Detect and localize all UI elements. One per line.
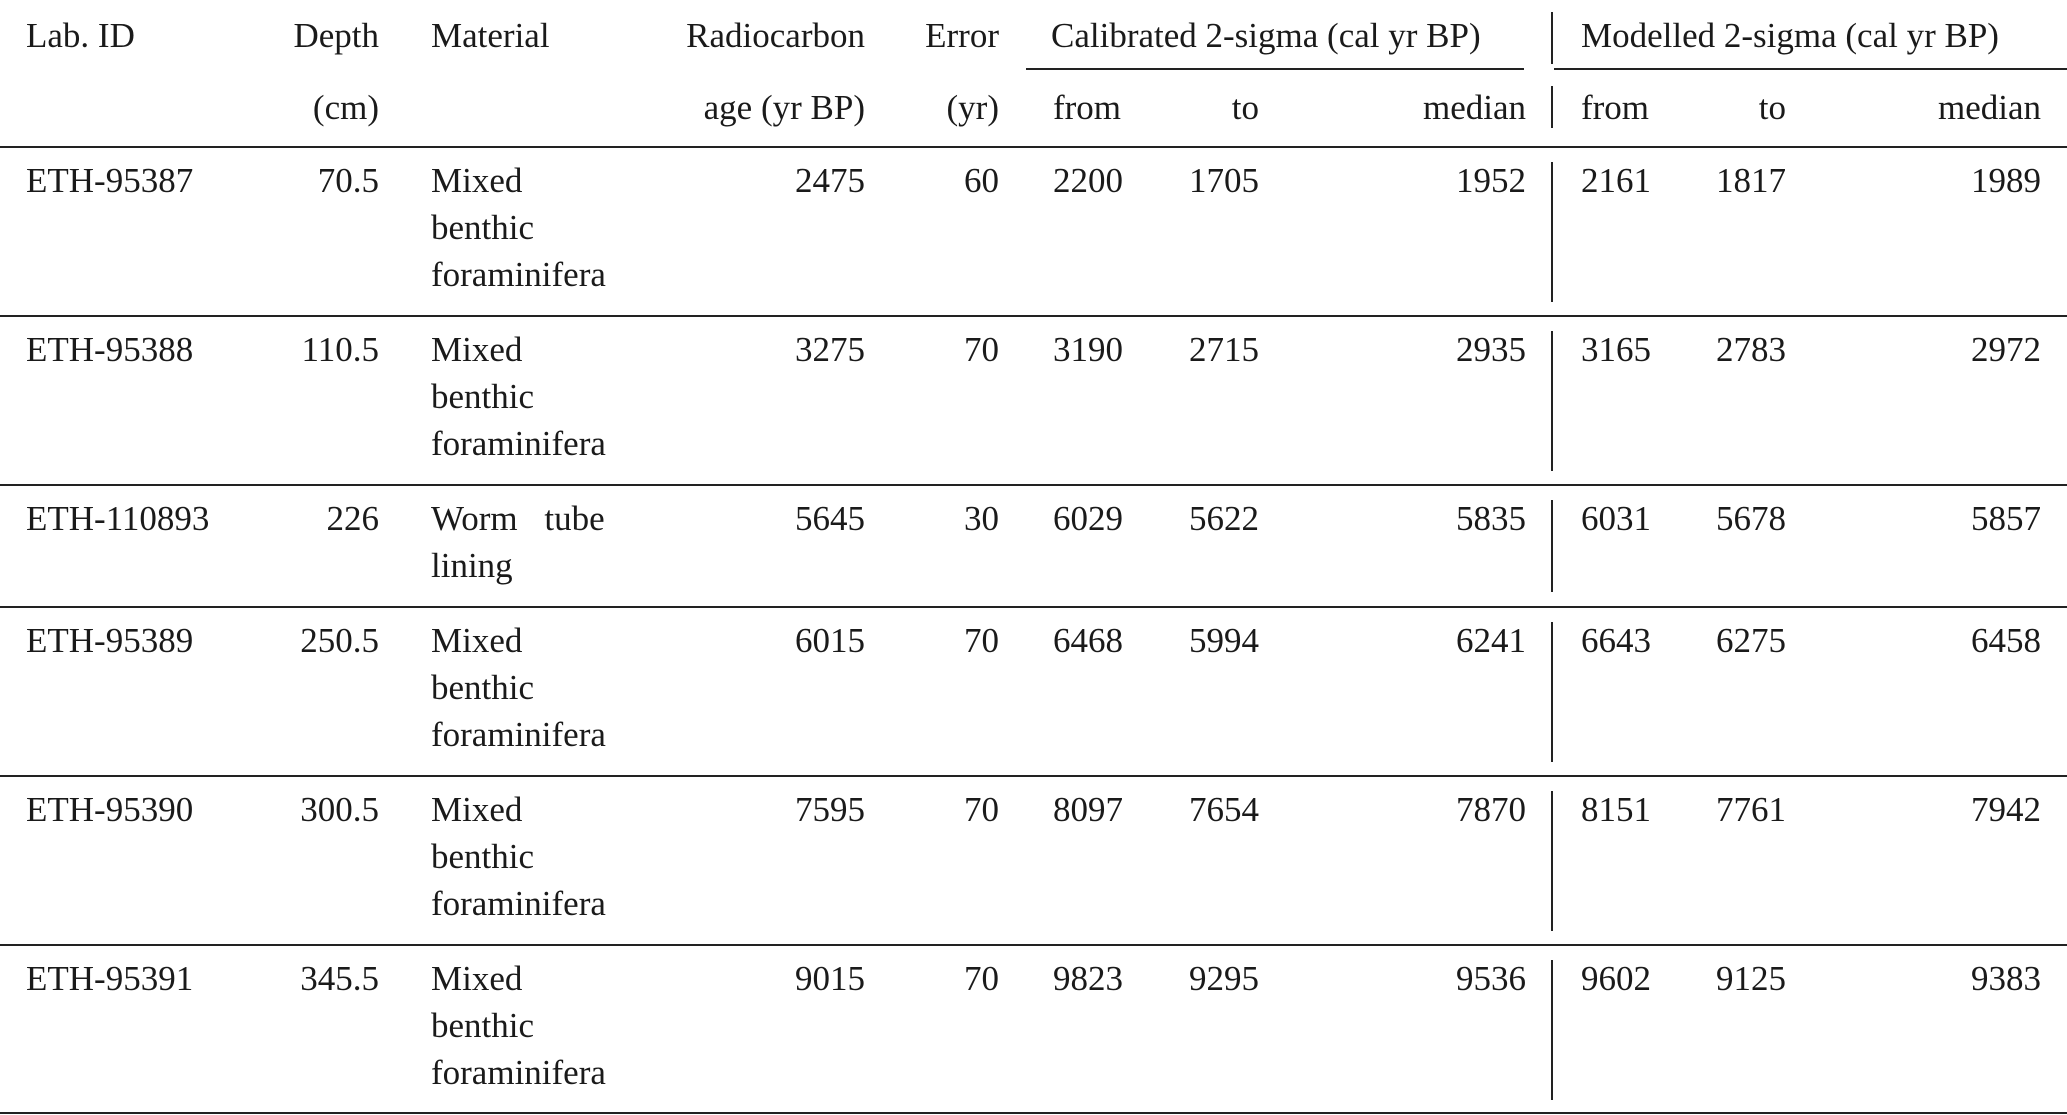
row-1-mod-median: 1989: [1971, 161, 2041, 200]
row-3-cal-to: 5622: [1189, 499, 1259, 538]
row-1-cal-from: 2200: [1053, 161, 1123, 200]
row-5-error: 70: [964, 790, 999, 829]
row-2-mod-from: 3165: [1581, 330, 1651, 369]
row-2-group-separator: [1551, 331, 1553, 471]
row-5-mod-median: 7942: [1971, 790, 2041, 829]
row-6-cal-to: 9295: [1189, 959, 1259, 998]
header-calibrated-group: Calibrated 2-sigma (cal yr BP): [1051, 16, 1481, 55]
row-6-cal-median: 9536: [1456, 959, 1526, 998]
row-1-cal-median: 1952: [1456, 161, 1526, 200]
row-3-lab-id: ETH-110893: [26, 499, 210, 538]
header-material: Material: [431, 16, 550, 55]
header-lab-id: Lab. ID: [26, 16, 135, 55]
row-4-mod-from: 6643: [1581, 621, 1651, 660]
row-6-mod-to: 9125: [1716, 959, 1786, 998]
row-1-rule: [0, 315, 2067, 317]
row-2-mod-to: 2783: [1716, 330, 1786, 369]
row-1-mod-from: 2161: [1581, 161, 1651, 200]
header-radiocarbon: Radiocarbon: [686, 16, 865, 55]
row-6-group-separator: [1551, 960, 1553, 1100]
header-depth: Depth: [293, 16, 379, 55]
row-5-lab-id: ETH-95390: [26, 790, 194, 829]
row-5-group-separator: [1551, 791, 1553, 931]
row-5-material: Mixed benthic foraminifera: [431, 790, 606, 923]
row-5-mod-from: 8151: [1581, 790, 1651, 829]
row-4-lab-id: ETH-95389: [26, 621, 194, 660]
row-6-lab-id: ETH-95391: [26, 959, 194, 998]
row-4-cal-median: 6241: [1456, 621, 1526, 660]
row-3-depth: 226: [326, 499, 379, 538]
row-4-mod-median: 6458: [1971, 621, 2041, 660]
group-separator-subheader: [1551, 86, 1553, 128]
row-6-age: 9015: [795, 959, 865, 998]
row-6-material: Mixed benthic foraminifera: [431, 959, 606, 1092]
row-3-mod-median: 5857: [1971, 499, 2041, 538]
row-5-cal-to: 7654: [1189, 790, 1259, 829]
row-1-lab-id: ETH-95387: [26, 161, 194, 200]
header-depth-unit: (cm): [312, 88, 379, 127]
header-cal-from: from: [1053, 88, 1122, 127]
row-2-mod-median: 2972: [1971, 330, 2041, 369]
row-3-material: Worm tube lining: [431, 499, 605, 585]
group-separator-top: [1551, 12, 1553, 64]
header-error: Error: [925, 16, 999, 55]
header-cal-to: to: [1231, 88, 1259, 127]
row-1-group-separator: [1551, 162, 1553, 302]
row-3-group-separator: [1551, 500, 1553, 592]
row-4-cal-from: 6468: [1053, 621, 1123, 660]
header-mod-from: from: [1581, 88, 1650, 127]
row-3-error: 30: [964, 499, 999, 538]
row-6-mod-from: 9602: [1581, 959, 1651, 998]
row-2-depth: 110.5: [301, 330, 379, 369]
header-mod-median: median: [1937, 88, 2041, 127]
row-2-rule: [0, 484, 2067, 486]
row-3-mod-from: 6031: [1581, 499, 1651, 538]
header-cal-median: median: [1422, 88, 1526, 127]
row-3-cal-from: 6029: [1053, 499, 1123, 538]
row-1-depth: 70.5: [317, 161, 379, 200]
row-4-mod-to: 6275: [1716, 621, 1786, 660]
row-4-cal-to: 5994: [1189, 621, 1259, 660]
row-3-rule: [0, 606, 2067, 608]
calibrated-group-rule: [1026, 68, 1524, 70]
row-5-rule: [0, 944, 2067, 946]
row-2-cal-to: 2715: [1189, 330, 1259, 369]
row-6-error: 70: [964, 959, 999, 998]
row-2-material: Mixed benthic foraminifera: [431, 330, 606, 463]
row-3-mod-to: 5678: [1716, 499, 1786, 538]
header-error-unit: (yr): [946, 88, 999, 127]
header-modelled-group: Modelled 2-sigma (cal yr BP): [1581, 16, 1999, 55]
row-2-cal-from: 3190: [1053, 330, 1123, 369]
row-3-cal-median: 5835: [1456, 499, 1526, 538]
header-rule: [0, 146, 2067, 148]
row-5-cal-median: 7870: [1456, 790, 1526, 829]
row-1-error: 60: [964, 161, 999, 200]
row-4-depth: 250.5: [300, 621, 379, 660]
row-6-depth: 345.5: [300, 959, 379, 998]
row-5-depth: 300.5: [300, 790, 379, 829]
row-2-lab-id: ETH-95388: [26, 330, 194, 369]
row-4-group-separator: [1551, 622, 1553, 762]
row-2-error: 70: [964, 330, 999, 369]
row-5-age: 7595: [795, 790, 865, 829]
row-6-cal-from: 9823: [1053, 959, 1123, 998]
row-1-age: 2475: [795, 161, 865, 200]
row-1-mod-to: 1817: [1716, 161, 1786, 200]
row-2-age: 3275: [795, 330, 865, 369]
row-3-age: 5645: [795, 499, 865, 538]
row-5-cal-from: 8097: [1053, 790, 1123, 829]
row-1-material: Mixed benthic foraminifera: [431, 161, 606, 294]
row-2-cal-median: 2935: [1456, 330, 1526, 369]
row-5-mod-to: 7761: [1716, 790, 1786, 829]
row-4-rule: [0, 775, 2067, 777]
header-age-unit: age (yr BP): [703, 88, 865, 127]
header-mod-to: to: [1758, 88, 1786, 127]
row-4-age: 6015: [795, 621, 865, 660]
table-bottom-rule: [0, 1112, 2067, 1114]
row-6-mod-median: 9383: [1971, 959, 2041, 998]
row-1-cal-to: 1705: [1189, 161, 1259, 200]
modelled-group-rule: [1554, 68, 2067, 70]
row-4-error: 70: [964, 621, 999, 660]
row-4-material: Mixed benthic foraminifera: [431, 621, 606, 754]
